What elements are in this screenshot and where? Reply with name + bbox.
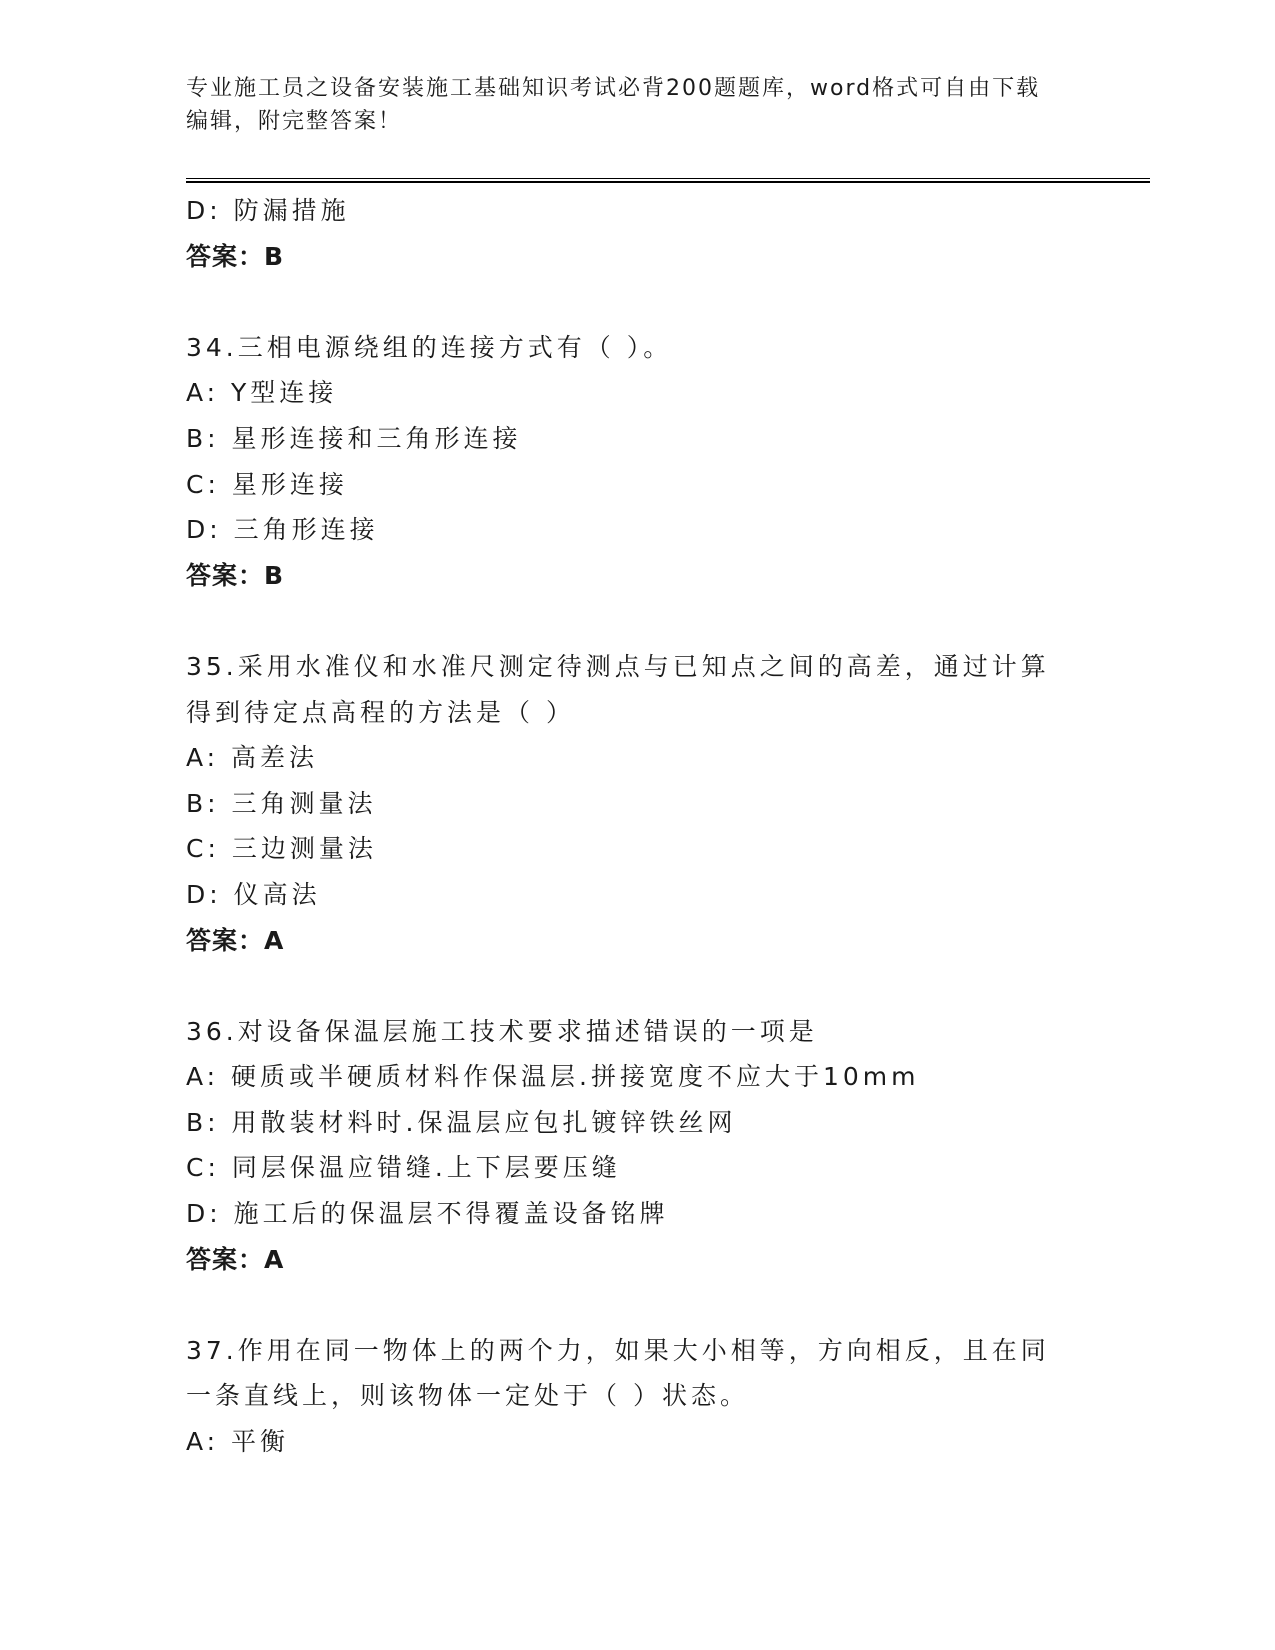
spacer xyxy=(186,1282,1076,1328)
question-text: 34.三相电源绕组的连接方式有（ ）。 xyxy=(186,332,673,362)
option-b: B: 星形连接和三角形连接 xyxy=(186,423,522,453)
question-text: 36.对设备保温层施工技术要求描述错误的一项是 xyxy=(186,1016,818,1046)
question-34 xyxy=(186,325,1076,599)
question-37 xyxy=(186,1328,1076,1465)
question-text: 35.采用水准仪和水准尺测定待测点与已知点之间的高差，通过计算得到待定点高程的方法是（ ） xyxy=(186,651,1050,727)
document-header xyxy=(186,72,1086,138)
header-line-1: 专业施工员之设备安装施工基础知识考试必背200题题库，word格式可自由下载 xyxy=(186,76,1041,101)
option-d: D: 施工后的保温层不得覆盖设备铭牌 xyxy=(186,1199,669,1229)
option-a: A: 平衡 xyxy=(186,1427,290,1457)
option-c: C: 三边测量法 xyxy=(186,834,377,864)
option-b: B: 三角测量法 xyxy=(186,788,377,818)
question-35 xyxy=(186,644,1076,963)
spacer xyxy=(186,598,1076,644)
option-d: D: 防漏措施 xyxy=(186,196,350,225)
option-c: C: 同层保温应错缝.上下层要压缝 xyxy=(186,1153,621,1183)
answer-line: 答案：B xyxy=(186,560,285,590)
spacer xyxy=(186,963,1076,1009)
answer-line: 答案：A xyxy=(186,925,285,955)
question-36 xyxy=(186,1009,1076,1283)
spacer xyxy=(186,279,1076,325)
answer-line: 答案：B xyxy=(186,241,285,271)
header-divider-thick xyxy=(186,181,1150,183)
answer-line: 答案：A xyxy=(186,1244,285,1274)
option-a: A: 高差法 xyxy=(186,743,319,773)
option-a: A: Y型连接 xyxy=(186,378,338,408)
option-a: A: 硬质或半硬质材料作保温层.拼接宽度不应大于10mm xyxy=(186,1062,920,1092)
option-d: D: 仪高法 xyxy=(186,879,321,909)
option-b: B: 用散装材料时.保温层应包扎镀锌铁丝网 xyxy=(186,1107,737,1137)
document-body xyxy=(186,188,1076,1465)
question-text: 37.作用在同一物体上的两个力，如果大小相等，方向相反，且在同一条直线上，则该物体一定处于（ ）状态。 xyxy=(186,1335,1050,1411)
header-divider-thin xyxy=(186,178,1150,179)
header-line-2: 编辑，附完整答案！ xyxy=(186,109,403,134)
option-d: D: 三角形连接 xyxy=(186,515,379,545)
option-c: C: 星形连接 xyxy=(186,469,348,499)
question-33-tail xyxy=(186,188,1076,279)
